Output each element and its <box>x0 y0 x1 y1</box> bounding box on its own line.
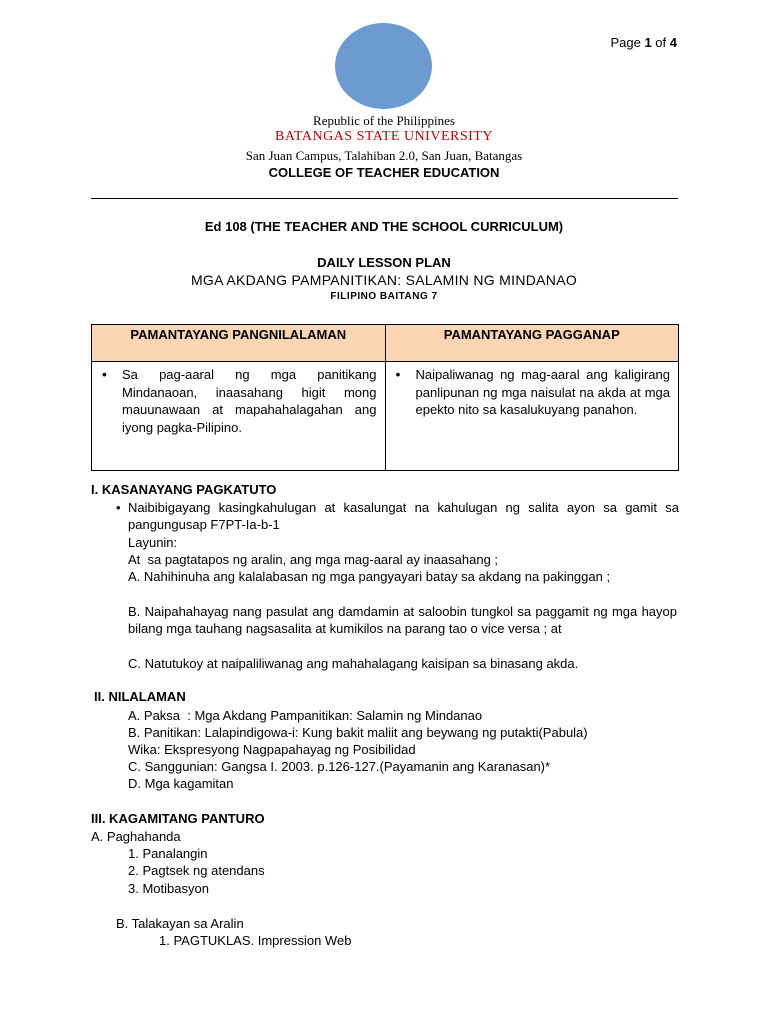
content-line-3: Wika: Ekspresyong Nagpapahayag ng Posibilidad <box>128 742 416 757</box>
preparation-item-3: 3. Motibasyon <box>128 881 209 896</box>
content-line-5: D. Mga kagamitan <box>128 776 234 791</box>
preparation-item-2: 2. Pagtsek ng atendans <box>128 863 265 878</box>
standards-table <box>91 324 679 471</box>
plan-title: DAILY LESSON PLAN <box>317 255 451 270</box>
section-2-heading: II. NILALAMAN <box>94 689 186 704</box>
objective-b: B. Naipahahayag nang pasulat ang damdamin at saloobin tungkol sa paggamit ng mga hayop bilang mga tauhang nagsasalita at kumikilos na parang tao o vice versa ; at <box>128 604 677 637</box>
layunin-label: Layunin: <box>128 535 178 550</box>
university-logo <box>335 23 432 109</box>
content-line-4: C. Sanggunian: Gangsa I. 2003. p.126-127.(Payamanin ang Karanasan)* <box>128 759 551 774</box>
objective-a: A. Nahihinuha ang kalalabasan ng mga pangyayari batay sa akdang na pakinggan ; <box>128 569 611 584</box>
section-1-heading: I. KASANAYANG PAGKATUTO <box>91 482 277 497</box>
content-line-2: B. Panitikan: Lalapindigowa-i: Kung bakit maliit ang beywang ng putakti(Pabula) <box>128 725 588 740</box>
discussion-label: B. Talakayan sa Aralin <box>116 916 244 931</box>
page-total: 4 <box>669 35 677 50</box>
bullet-icon: • <box>102 366 107 382</box>
university-name: BATANGAS STATE UNIVERSITY <box>275 129 493 144</box>
campus-address: San Juan Campus, Talahiban 2.0, San Juan, Batangas <box>245 148 523 163</box>
preparation-item-1: 1. Panalangin <box>128 846 208 861</box>
bullet-icon: • <box>116 500 121 515</box>
discussion-item-1: 1. PAGTUKLAS. Impression Web <box>159 933 352 948</box>
preparation-label: A. Paghahanda <box>91 829 181 844</box>
page-number: Page 1 of 4 <box>610 35 677 50</box>
section-3-heading: III. KAGAMITANG PANTURO <box>91 811 265 826</box>
content-standard-cell: • Sa pag-aaral ng mga panitikang Mindanaoan, inaasahang higit mong mauunawaan at mapahahalagahan ang iyong pagka-Pilipino. <box>92 362 386 471</box>
lesson-title: MGA AKDANG PAMPANITIKAN: SALAMIN NG MINDANAO <box>190 272 578 288</box>
performance-standard-header: PAMANTAYANG PAGGANAP <box>385 325 679 362</box>
republic-line: Republic of the Philippines <box>313 113 455 128</box>
objective-c: C. Natutukoy at naipaliliwanag ang mahahalagang kaisipan sa binasang akda. <box>128 656 579 671</box>
performance-standard-cell: • Naipaliwanag ng mag-aaral ang kaligirang panlipunan ng mga naisulat na akda at mga epekto nito sa kasalukuyang panahon. <box>385 362 679 471</box>
objectives-intro: At sa pagtatapos ng aralin, ang mga mag-aaral ay inaasahang ; <box>128 552 499 567</box>
college-name: COLLEGE OF TEACHER EDUCATION <box>268 165 500 180</box>
header-divider <box>91 198 678 199</box>
page-current: 1 <box>644 35 652 50</box>
content-standard-header: PAMANTAYANG PANGNILALAMAN <box>92 325 386 362</box>
course-title: Ed 108 (THE TEACHER AND THE SCHOOL CURRICULUM) <box>204 219 564 234</box>
bullet-icon: • <box>395 366 401 382</box>
grade-level: FILIPINO BAITANG 7 <box>330 291 438 302</box>
section-1-bullet: • Naibibigayang kasingkahulugan at kasalungat na kahulugan ng salita ayon sa gamit sa pangungusap F7PT-Ia-b-1 <box>116 500 679 533</box>
content-line-1: A. Paksa : Mga Akdang Pampanitikan: Salamin ng Mindanao <box>128 708 483 723</box>
